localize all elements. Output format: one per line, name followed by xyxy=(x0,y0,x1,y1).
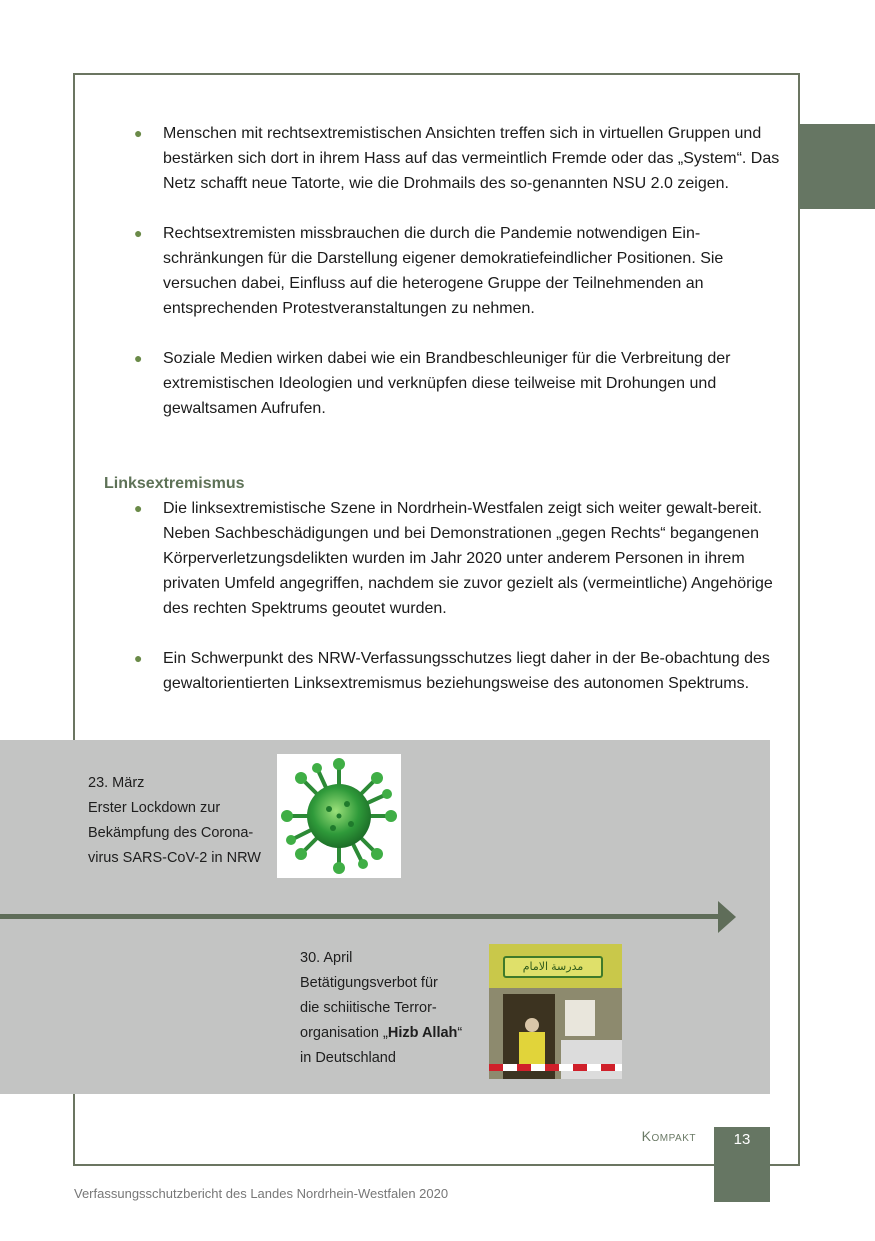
vehicle xyxy=(561,1040,622,1079)
event-line: in Deutschland xyxy=(300,1050,396,1066)
bullet-item xyxy=(104,346,784,421)
hizb-allah-photo xyxy=(489,944,622,1079)
event-line-pre: organisation „ xyxy=(300,1025,388,1041)
bullet-item xyxy=(104,221,784,321)
sign-text: مدرسة الامام xyxy=(503,956,603,978)
bullet-text: Rechtsextremisten missbrauchen die durch die Pandemie notwendigen Ein-schränkungen für die Darstellung eigener demokratiefeindlicher Positionen. Sie versuchen dabei, Einfluss auf die heterogene Gruppe der Teilnehmenden an entsprechenden Protestveranstaltungen zu nehmen. xyxy=(163,225,724,317)
page-number: 13 xyxy=(733,1131,751,1148)
coronavirus-image xyxy=(277,754,401,878)
bullet-item xyxy=(104,496,784,621)
timeline-event-april xyxy=(300,946,462,1071)
sign-board xyxy=(489,944,622,988)
section-label: Kompakt xyxy=(641,1128,696,1144)
notice-paper xyxy=(565,1000,595,1036)
event-date: 23. März xyxy=(88,775,145,791)
event-line xyxy=(300,1021,462,1046)
event-line: virus SARS-CoV-2 in NRW xyxy=(88,850,261,866)
timeline-event-march xyxy=(88,771,261,871)
bullet-item xyxy=(104,121,784,196)
timeline-arrow-icon xyxy=(718,901,736,933)
bullet-text: Die linksextremistische Szene in Nordrhein-Westfalen zeigt sich weiter gewalt-bereit. Neben Sachbeschädigungen und bei Demonstrationen „gegen Rechts“ begangenen Körperverletzungsdelikten wurden im Jahr 2020 unter anderem Personen in ihrem privaten Umfeld angegriffen, nachdem sie zuvor gezielt als (vermeintliche) Angehörige des rechten Spektrums geoutet wurden. xyxy=(163,500,773,617)
event-line: Bekämpfung des Corona- xyxy=(88,825,254,841)
bullet-dot-icon: ● xyxy=(134,350,143,366)
event-line: die schiitische Terror- xyxy=(300,1000,437,1016)
bullet-item xyxy=(104,646,784,696)
barrier-tape xyxy=(489,1064,622,1071)
safety-vest xyxy=(519,1032,545,1068)
bullet-text: Menschen mit rechtsextremistischen Ansichten treffen sich in virtuellen Gruppen und bestärken sich dort in ihrem Hass auf das vermeintlich Fremde oder das „System“. Das Netz schafft neue Tatorte, wie die Drohmails des so-genannten NSU 2.0 zeigen. xyxy=(163,125,780,192)
organisation-name: Hizb Allah xyxy=(387,1025,458,1041)
chapter-side-tab xyxy=(799,124,875,209)
bullet-text: Ein Schwerpunkt des NRW-Verfassungsschutzes liegt daher in der Be-obachtung des gewaltorientierten Linksextremismus beziehungsweise des autonomen Spektrums. xyxy=(163,650,770,692)
bullet-dot-icon: ● xyxy=(134,500,143,516)
event-line-post: “ xyxy=(457,1025,463,1041)
rechtsextremismus-bullet-list xyxy=(104,121,784,421)
person-head xyxy=(525,1018,539,1032)
coronavirus-illustration-icon xyxy=(277,754,401,878)
bullet-text: Soziale Medien wirken dabei wie ein Brandbeschleuniger für die Verbreitung der extremistischen Ideologien und verknüpfen diese teilweise mit Drohungen und gewaltsamen Aufrufen. xyxy=(163,350,731,417)
timeline-line xyxy=(0,914,722,919)
section-heading: Linksextremismus xyxy=(104,475,245,492)
report-source: Verfassungsschutzbericht des Landes Nordrhein-Westfalen 2020 xyxy=(74,1186,449,1201)
bullet-dot-icon: ● xyxy=(134,125,143,141)
event-date: 30. April xyxy=(300,950,353,966)
event-line: Betätigungsverbot für xyxy=(300,975,438,991)
bullet-dot-icon: ● xyxy=(134,225,143,241)
event-line: Erster Lockdown zur xyxy=(88,800,221,816)
bullet-dot-icon: ● xyxy=(134,650,143,666)
linksextremismus-section xyxy=(104,471,784,696)
